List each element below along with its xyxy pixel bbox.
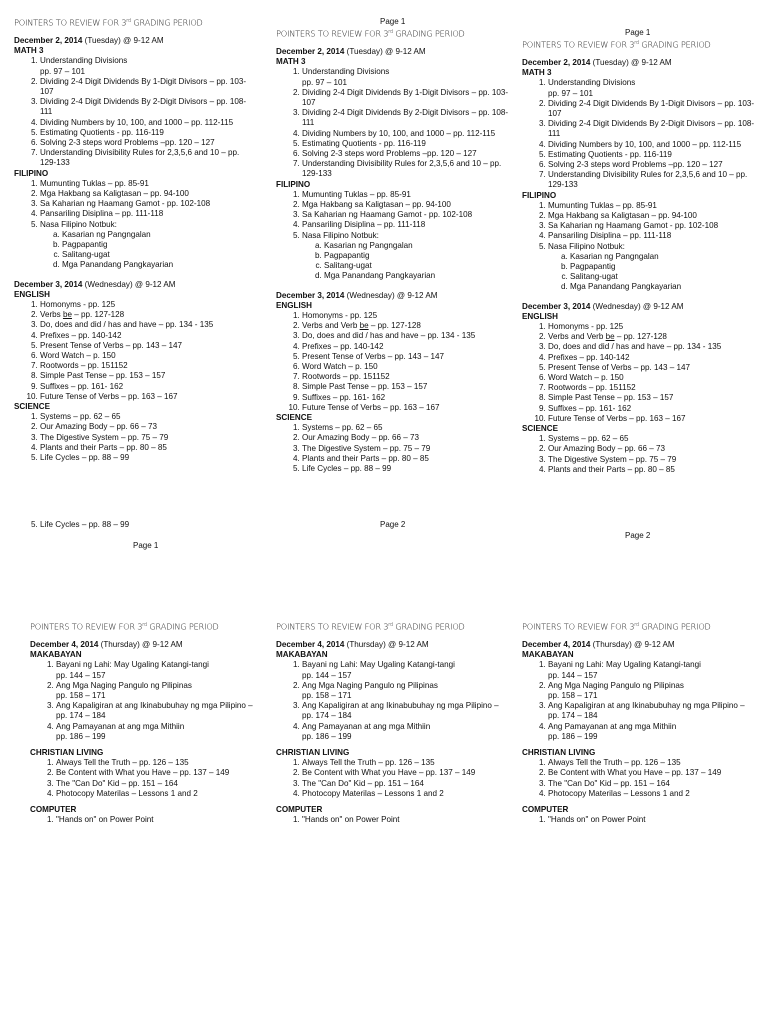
list-item: 5. Life Cycles – pp. 88 – 99	[40, 520, 250, 530]
list-item: c. Salitang-ugat	[570, 272, 758, 282]
science-list-continued	[14, 520, 250, 530]
computer-list	[276, 815, 512, 825]
list-item: 8. Simple Past Tense – pp. 153 – 157	[548, 393, 758, 403]
list-item: 4. Prefixes – pp. 140-142	[40, 331, 250, 341]
list-item: 2. Mga Hakbang sa Kaligtasan – pp. 94-100	[302, 200, 512, 210]
list-item: 5. Life Cycles – pp. 88 – 99	[302, 464, 512, 474]
column-4	[30, 620, 266, 825]
list-item: 4. Photocopy Materilas – Lessons 1 and 2	[302, 789, 512, 799]
exam-date: December 4, 2014 (Thursday) @ 9-12 AM	[522, 639, 675, 649]
list-item: 4. Photocopy Materilas – Lessons 1 and 2	[56, 789, 266, 799]
list-item: 2. Be Content with What you Have – pp. 137 – 149	[56, 768, 266, 778]
subject-heading-christian-living: CHRISTIAN LIVING	[276, 747, 350, 757]
list-item: d. Mga Panandang Pangkayarian	[62, 260, 250, 270]
list-item: 5. Nasa Filipino Notbuk: a. Kasarian ng Pangngalan b. Pagpapantig c. Salitang-ugat d. Mga Panandang Pangkayarian	[302, 231, 512, 282]
list-item: 3. Sa Kaharian ng Haamang Gamot - pp. 102-108	[40, 199, 250, 209]
list-item: 4. Dividing Numbers by 10, 100, and 1000 – pp. 112-115	[40, 118, 250, 128]
list-item: 3. Ang Kapaligiran at ang Ikinabubuhay ng mga Pilipino – pp. 174 – 184	[56, 701, 266, 721]
subject-heading-filipino: FILIPINO	[276, 179, 311, 189]
list-item: 2. Dividing 2-4 Digit Dividends By 1-Digit Divisors – pp. 103-107	[302, 88, 512, 108]
list-item: 9. Suffixes – pp. 161- 162	[548, 404, 758, 414]
list-item: 3. The Digestive System – pp. 75 – 79	[548, 455, 758, 465]
list-item: 6. Word Watch – p. 150	[40, 351, 250, 361]
column-1-overflow	[14, 520, 250, 530]
page-title: POINTERS TO REVIEW FOR 3rd GRADING PERIOD	[522, 39, 711, 50]
list-item: 5. Present Tense of Verbs – pp. 143 – 147	[40, 341, 250, 351]
list-item: b. Pagpapantig	[324, 251, 512, 261]
subject-heading-makabayan: MAKABAYAN	[276, 650, 328, 660]
list-item: 2. Ang Mga Naging Pangulo ng Pilipinas pp. 158 – 171	[548, 681, 758, 701]
list-item: 1. Understanding Divisions pp. 97 – 101	[302, 67, 512, 87]
list-item: 4. Prefixes – pp. 140-142	[302, 342, 512, 352]
column-3	[522, 38, 758, 475]
list-item: 2. Mga Hakbang sa Kaligtasan – pp. 94-100	[548, 211, 758, 221]
list-item: 3. Dividing 2-4 Digit Dividends By 2-Digit Divisors – pp. 108-111	[302, 108, 512, 128]
list-item: 1. "Hands on" on Power Point	[56, 815, 266, 825]
subject-heading-science: SCIENCE	[522, 424, 558, 434]
list-item: d. Mga Panandang Pangkayarian	[570, 282, 758, 292]
subject-heading-math: MATH 3	[522, 68, 552, 78]
christian-living-list	[276, 758, 512, 799]
list-item: 3. The Digestive System – pp. 75 – 79	[302, 444, 512, 454]
list-item: 3. Do, does and did / has and have – pp. 134 - 135	[40, 320, 250, 330]
exam-date: December 2, 2014 (Tuesday) @ 9-12 AM	[276, 46, 426, 56]
subject-heading-makabayan: MAKABAYAN	[30, 650, 82, 660]
math-list	[276, 67, 512, 179]
christian-living-list	[30, 758, 266, 799]
notbuk-list	[548, 252, 758, 293]
list-item: b. Pagpapantig	[570, 262, 758, 272]
subject-heading-english: ENGLISH	[276, 300, 312, 310]
exam-date: December 4, 2014 (Thursday) @ 9-12 AM	[276, 639, 429, 649]
list-item: 4. Pansariling Disiplina – pp. 111-118	[40, 209, 250, 219]
list-item: 1. Bayani ng Lahi: May Ugaling Katangi-tangi pp. 144 – 157	[302, 660, 512, 680]
english-list	[522, 322, 758, 424]
exam-date: December 2, 2014 (Tuesday) @ 9-12 AM	[14, 35, 164, 45]
subject-heading-math: MATH 3	[276, 57, 306, 67]
list-item: 1. Always Tell the Truth – pp. 126 – 135	[548, 758, 758, 768]
subject-heading-filipino: FILIPINO	[14, 168, 49, 178]
list-item: 1. Systems – pp. 62 – 65	[40, 412, 250, 422]
list-item: 1. Homonyms - pp. 125	[302, 311, 512, 321]
list-item: 5. Life Cycles – pp. 88 – 99	[40, 453, 250, 463]
list-item: 3. Do, does and did / has and have – pp. 134 - 135	[302, 331, 512, 341]
exam-date: December 3, 2014 (Wednesday) @ 9-12 AM	[522, 301, 684, 311]
list-item: 3. Sa Kaharian ng Haamang Gamot - pp. 102-108	[548, 221, 758, 231]
page-title: POINTERS TO REVIEW FOR 3rd GRADING PERIOD	[30, 621, 219, 632]
list-item: 10. Future Tense of Verbs – pp. 163 – 167	[548, 414, 758, 424]
exam-date: December 2, 2014 (Tuesday) @ 9-12 AM	[522, 57, 672, 67]
list-item: 1. "Hands on" on Power Point	[548, 815, 758, 825]
list-item: 2. Verbs be – pp. 127-128	[40, 310, 250, 320]
list-item: 2. Verbs and Verb be – pp. 127-128	[302, 321, 512, 331]
list-item: 6. Word Watch – p. 150	[302, 362, 512, 372]
subject-heading-makabayan: MAKABAYAN	[522, 650, 574, 660]
filipino-list	[14, 179, 250, 271]
list-item: 2. Be Content with What you Have – pp. 137 – 149	[548, 768, 758, 778]
list-item: 1. Homonyms - pp. 125	[548, 322, 758, 332]
list-item: 5. Estimating Quotients - pp. 116-119	[40, 128, 250, 138]
makabayan-list	[522, 660, 758, 742]
list-item: 1. Understanding Divisions pp. 97 – 101	[548, 78, 758, 98]
list-item: 4. Plants and their Parts – pp. 80 – 85	[40, 443, 250, 453]
list-item: 8. Simple Past Tense – pp. 153 – 157	[302, 382, 512, 392]
list-item: 3. Ang Kapaligiran at ang Ikinabubuhay ng mga Pilipino – pp. 174 – 184	[302, 701, 512, 721]
list-item: c. Salitang-ugat	[62, 250, 250, 260]
list-item: 10. Future Tense of Verbs – pp. 163 – 167	[40, 392, 250, 402]
list-item: 4. Dividing Numbers by 10, 100, and 1000 – pp. 112-115	[548, 140, 758, 150]
list-item: 2. Dividing 2-4 Digit Dividends By 1-Digit Divisors – pp. 103-107	[40, 77, 250, 97]
list-item: 2. Our Amazing Body – pp. 66 – 73	[302, 433, 512, 443]
list-item: 4. Pansariling Disiplina – pp. 111-118	[548, 231, 758, 241]
list-item: 7. Rootwords – pp. 151152	[40, 361, 250, 371]
subject-heading-computer: COMPUTER	[30, 804, 77, 814]
list-item: 6. Solving 2-3 steps word Problems –pp. 120 – 127	[548, 160, 758, 170]
column-1	[14, 16, 250, 463]
list-item: 4. Dividing Numbers by 10, 100, and 1000 – pp. 112-115	[302, 129, 512, 139]
list-item: 1. "Hands on" on Power Point	[302, 815, 512, 825]
list-item: 2. Ang Mga Naging Pangulo ng Pilipinas pp. 158 – 171	[56, 681, 266, 701]
english-list	[276, 311, 512, 413]
english-list	[14, 300, 250, 402]
list-item: 1. Mumunting Tuklas – pp. 85-91	[40, 179, 250, 189]
computer-list	[30, 815, 266, 825]
list-item: a. Kasarian ng Pangngalan	[324, 241, 512, 251]
list-item: 2. Our Amazing Body – pp. 66 – 73	[40, 422, 250, 432]
list-item: 3. The Digestive System – pp. 75 – 79	[40, 433, 250, 443]
list-item: 6. Solving 2-3 steps word Problems –pp. 120 – 127	[302, 149, 512, 159]
subject-heading-christian-living: CHRISTIAN LIVING	[522, 747, 596, 757]
list-item: 9. Suffixes – pp. 161- 162	[302, 393, 512, 403]
subject-heading-english: ENGLISH	[14, 289, 50, 299]
math-list	[522, 78, 758, 190]
list-item: 5. Estimating Quotients - pp. 116-119	[302, 139, 512, 149]
page-title: POINTERS TO REVIEW FOR 3rd GRADING PERIOD	[14, 17, 203, 28]
list-item: 2. Ang Mga Naging Pangulo ng Pilipinas pp. 158 – 171	[302, 681, 512, 701]
list-item: 5. Nasa Filipino Notbuk: a. Kasarian ng Pangngalan b. Pagpapantig c. Salitang-ugat d. Mga Panandang Pangkayarian	[548, 242, 758, 293]
notbuk-list	[40, 230, 250, 271]
list-item: 1. Mumunting Tuklas – pp. 85-91	[302, 190, 512, 200]
page-title: POINTERS TO REVIEW FOR 3rd GRADING PERIOD	[276, 28, 465, 39]
page-number: Page 1	[133, 541, 159, 550]
list-item: 3. Do, does and did / has and have – pp. 134 - 135	[548, 342, 758, 352]
list-item: 1. Always Tell the Truth – pp. 126 – 135	[302, 758, 512, 768]
list-item: 1. Systems – pp. 62 – 65	[548, 434, 758, 444]
list-item: 6. Word Watch – p. 150	[548, 373, 758, 383]
list-item: 1. Always Tell the Truth – pp. 126 – 135	[56, 758, 266, 768]
list-item: 4. Ang Pamayanan at ang mga Mithiin pp. 186 – 199	[302, 722, 512, 742]
exam-date: December 4, 2014 (Thursday) @ 9-12 AM	[30, 639, 183, 649]
list-item: 2. Dividing 2-4 Digit Dividends By 1-Digit Divisors – pp. 103-107	[548, 99, 758, 119]
list-item: c. Salitang-ugat	[324, 261, 512, 271]
list-item: 3. The "Can Do" Kid – pp. 151 – 164	[548, 779, 758, 789]
page-title: POINTERS TO REVIEW FOR 3rd GRADING PERIOD	[522, 621, 711, 632]
list-item: 4. Plants and their Parts – pp. 80 – 85	[302, 454, 512, 464]
list-item: 5. Present Tense of Verbs – pp. 143 – 147	[302, 352, 512, 362]
subject-heading-science: SCIENCE	[276, 413, 312, 423]
list-item: 4. Pansariling Disiplina – pp. 111-118	[302, 220, 512, 230]
list-item: 1. Homonyms - pp. 125	[40, 300, 250, 310]
science-list	[522, 434, 758, 475]
list-item: b. Pagpapantig	[62, 240, 250, 250]
list-item: 2. Be Content with What you Have – pp. 137 – 149	[302, 768, 512, 778]
list-item: 2. Mga Hakbang sa Kaligtasan – pp. 94-100	[40, 189, 250, 199]
subject-heading-science: SCIENCE	[14, 402, 50, 412]
filipino-list	[522, 201, 758, 293]
page-title: POINTERS TO REVIEW FOR 3rd GRADING PERIOD	[276, 621, 465, 632]
page-number: Page 2	[625, 531, 651, 540]
list-item: 3. Dividing 2-4 Digit Dividends By 2-Digit Divisors – pp. 108-111	[40, 97, 250, 117]
list-item: 5. Nasa Filipino Notbuk: a. Kasarian ng Pangngalan b. Pagpapantig c. Salitang-ugat d. Mga Panandang Pangkayarian	[40, 220, 250, 271]
list-item: a. Kasarian ng Pangngalan	[570, 252, 758, 262]
list-item: 4. Plants and their Parts – pp. 80 – 85	[548, 465, 758, 475]
list-item: 4. Photocopy Materilas – Lessons 1 and 2	[548, 789, 758, 799]
notbuk-list	[302, 241, 512, 282]
list-item: 4. Ang Pamayanan at ang mga Mithiin pp. 186 – 199	[56, 722, 266, 742]
list-item: 3. The "Can Do" Kid – pp. 151 – 164	[56, 779, 266, 789]
list-item: 7. Rootwords – pp. 151152	[302, 372, 512, 382]
subject-heading-computer: COMPUTER	[276, 804, 323, 814]
page-number: Page 1	[625, 28, 651, 37]
list-item: 5. Present Tense of Verbs – pp. 143 – 147	[548, 363, 758, 373]
list-item: 4. Prefixes – pp. 140-142	[548, 353, 758, 363]
list-item: 1. Systems – pp. 62 – 65	[302, 423, 512, 433]
list-item: 3. The "Can Do" Kid – pp. 151 – 164	[302, 779, 512, 789]
makabayan-list	[30, 660, 266, 742]
column-5	[276, 620, 512, 825]
filipino-list	[276, 190, 512, 282]
list-item: 1. Bayani ng Lahi: May Ugaling Katangi-tangi pp. 144 – 157	[56, 660, 266, 680]
list-item: 1. Understanding Divisions pp. 97 – 101	[40, 56, 250, 76]
page-number: Page 2	[380, 520, 406, 529]
list-item: 7. Understanding Divisibility Rules for 2,3,5,6 and 10 – pp. 129-133	[40, 148, 250, 168]
column-2	[276, 27, 512, 474]
exam-date: December 3, 2014 (Wednesday) @ 9-12 AM	[276, 290, 438, 300]
list-item: 6. Solving 2-3 steps word Problems –pp. 120 – 127	[40, 138, 250, 148]
science-list	[14, 412, 250, 463]
list-item: a. Kasarian ng Pangngalan	[62, 230, 250, 240]
makabayan-list	[276, 660, 512, 742]
subject-heading-filipino: FILIPINO	[522, 190, 557, 200]
list-item: 2. Our Amazing Body – pp. 66 – 73	[548, 444, 758, 454]
subject-heading-christian-living: CHRISTIAN LIVING	[30, 747, 104, 757]
list-item: 7. Understanding Divisibility Rules for 2,3,5,6 and 10 – pp. 129-133	[548, 170, 758, 190]
page-number: Page 1	[380, 17, 406, 26]
list-item: 2. Verbs and Verb be – pp. 127-128	[548, 332, 758, 342]
list-item: 7. Rootwords – pp. 151152	[548, 383, 758, 393]
christian-living-list	[522, 758, 758, 799]
subject-heading-computer: COMPUTER	[522, 804, 569, 814]
math-list	[14, 56, 250, 168]
list-item: 3. Sa Kaharian ng Haamang Gamot - pp. 102-108	[302, 210, 512, 220]
list-item: 9. Suffixes – pp. 161- 162	[40, 382, 250, 392]
list-item: 1. Mumunting Tuklas – pp. 85-91	[548, 201, 758, 211]
list-item: 3. Dividing 2-4 Digit Dividends By 2-Digit Divisors – pp. 108-111	[548, 119, 758, 139]
list-item: 1. Bayani ng Lahi: May Ugaling Katangi-tangi pp. 144 – 157	[548, 660, 758, 680]
list-item: 4. Ang Pamayanan at ang mga Mithiin pp. 186 – 199	[548, 722, 758, 742]
science-list	[276, 423, 512, 474]
subject-heading-english: ENGLISH	[522, 311, 558, 321]
list-item: d. Mga Panandang Pangkayarian	[324, 271, 512, 281]
list-item: 5. Estimating Quotients - pp. 116-119	[548, 150, 758, 160]
list-item: 10. Future Tense of Verbs – pp. 163 – 167	[302, 403, 512, 413]
list-item: 3. Ang Kapaligiran at ang Ikinabubuhay ng mga Pilipino – pp. 174 – 184	[548, 701, 758, 721]
column-6	[522, 620, 758, 825]
exam-date: December 3, 2014 (Wednesday) @ 9-12 AM	[14, 279, 176, 289]
list-item: 8. Simple Past Tense – pp. 153 – 157	[40, 371, 250, 381]
list-item: 7. Understanding Divisibility Rules for 2,3,5,6 and 10 – pp. 129-133	[302, 159, 512, 179]
subject-heading-math: MATH 3	[14, 46, 44, 56]
computer-list	[522, 815, 758, 825]
